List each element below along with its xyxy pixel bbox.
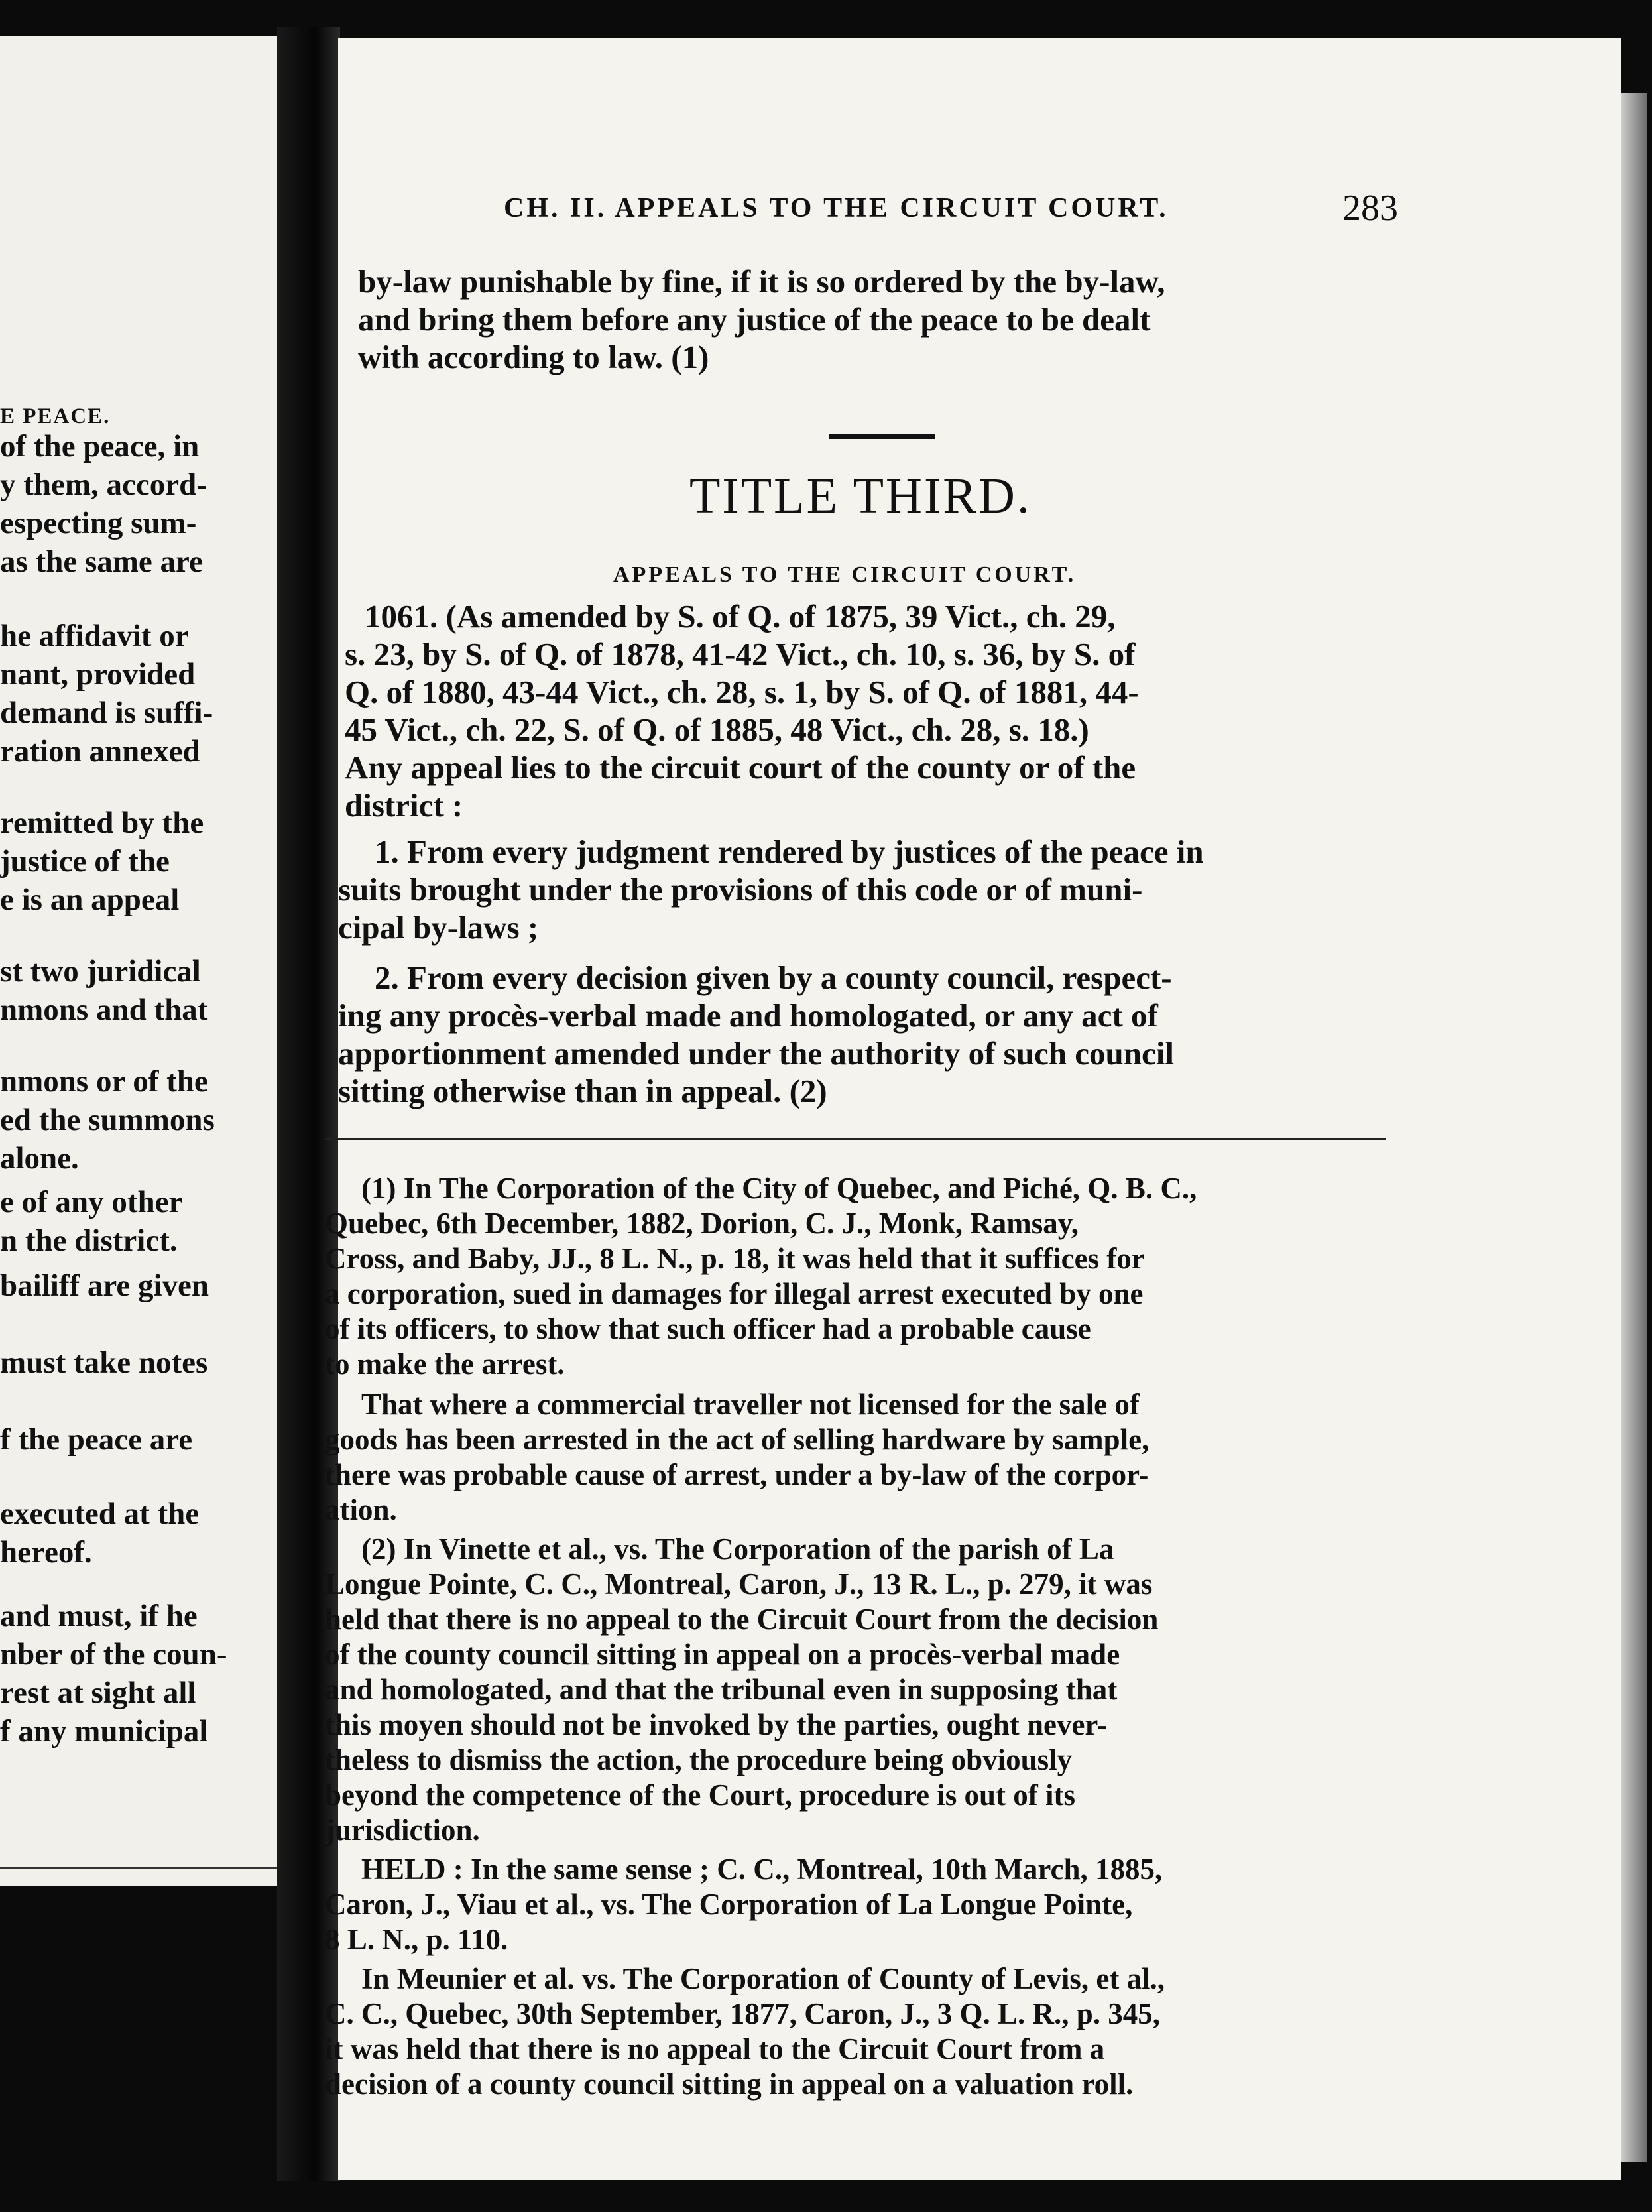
left-page-line: executed at the [0,1497,200,1531]
footnote-line: Caron, J., Viau et al., vs. The Corporation of La Longue Pointe, [325,1888,1133,1921]
footnote-line: Cross, and Baby, JJ., 8 L. N., p. 18, it was held that it suffices for [325,1242,1145,1275]
left-page-line: bailiff are given [0,1268,209,1303]
footnote-line: C. C., Quebec, 30th September, 1877, Caron, J., 3 Q. L. R., p. 345, [325,1997,1161,2030]
left-page-line: and must, if he [0,1599,198,1633]
left-page-line: demand is suffi- [0,696,213,730]
left-page-line: must take notes [0,1345,208,1380]
footnote-line: (1) In The Corporation of the City of Quebec, and Piché, Q. B. C., [361,1172,1197,1205]
footnote-line: ation. [325,1493,397,1526]
left-page-line: rest at sight all [0,1676,196,1710]
footnote-line: to make the arrest. [325,1347,565,1381]
footnote-line: of its officers, to show that such officer had a probable cause [325,1312,1091,1345]
footnote-line: (2) In Vinette et al., vs. The Corporation of the parish of La [361,1532,1114,1566]
left-page-bottom-rule [0,1867,277,1869]
left-page-line: e is an appeal [0,883,180,917]
page-number: 283 [1342,188,1398,229]
footnote-line: 8 L. N., p. 110. [325,1923,508,1956]
page-edge [1621,93,1647,2162]
left-page-line: justice of the [0,844,170,879]
footnote-line: there was probable cause of arrest, under a by-law of the corpor- [325,1458,1149,1491]
left-page-line: nber of the coun- [0,1637,227,1672]
footnote-line: and homologated, and that the tribunal even in supposing that [325,1673,1118,1706]
footnote-line: In Meunier et al. vs. The Corporation of County of Levis, et al., [361,1962,1165,1995]
footnote-line: a corporation, sued in damages for illegal arrest executed by one [325,1277,1144,1310]
running-head: CH. II. APPEALS TO THE CIRCUIT COURT. [504,193,1169,223]
article-line: 45 Vict., ch. 22, S. of Q. of 1885, 48 Vict., ch. 28, s. 18.) [345,711,1089,748]
title-rule [829,434,935,439]
left-page-line: n the district. [0,1223,178,1258]
footnote-line: decision of a county council sitting in appeal on a valuation roll. [325,2067,1134,2101]
article-paragraph-line: 2. From every decision given by a county council, respect- [375,959,1172,996]
left-page-line: as the same are [0,544,203,579]
left-page-line: nmons or of the [0,1064,208,1099]
book-gutter [277,27,340,2181]
body-line: by-law punishable by fine, if it is so ordered by the by-law, [358,263,1165,300]
left-page-line: y them, accord- [0,467,207,502]
article-line: s. 23, by S. of Q. of 1878, 41-42 Vict., ch. 10, s. 36, by S. of [345,636,1136,672]
footnote-line: Quebec, 6th December, 1882, Dorion, C. J., Monk, Ramsay, [325,1207,1079,1240]
left-page-line: he affidavit or [0,619,189,653]
footnote-line: That where a commercial traveller not licensed for the sale of [361,1388,1140,1421]
article-paragraph-line: 1. From every judgment rendered by justices of the peace in [375,833,1204,870]
title-heading: TITLE THIRD. [689,468,1032,524]
footnote-line: of the county council sitting in appeal on a procès-verbal made [325,1638,1120,1671]
left-page-heading: E PEACE. [0,404,111,428]
left-page-line: especting sum- [0,506,197,540]
footnote-line: jurisdiction. [325,1813,480,1847]
footnote-line: this moyen should not be invoked by the parties, ought never- [325,1708,1107,1741]
footnote-rule [325,1138,1386,1140]
article-paragraph-line: suits brought under the provisions of this code or of muni- [338,871,1143,908]
left-page-line: hereof. [0,1535,92,1569]
body-line: with according to law. (1) [358,339,709,375]
left-page-line: f any municipal [0,1714,208,1749]
article-paragraph-line: sitting otherwise than in appeal. (2) [338,1073,827,1109]
footnote-line: goods has been arrested in the act of selling hardware by sample, [325,1423,1150,1456]
left-page-line: st two juridical [0,954,201,989]
article-line: district : [345,787,463,824]
footnote-line: beyond the competence of the Court, procedure is out of its [325,1778,1075,1812]
left-facing-page [0,36,277,1886]
footnote-line: held that there is no appeal to the Circuit Court from the decision [325,1603,1159,1636]
left-page-line: of the peace, in [0,429,200,463]
left-page-line: f the peace are [0,1422,193,1457]
article-paragraph-line: apportionment amended under the authority of such council [338,1035,1174,1072]
left-page-line: nmons and that [0,993,208,1027]
article-paragraph-line: ing any procès-verbal made and homologated, or any act of [338,997,1158,1034]
footnote-line: Longue Pointe, C. C., Montreal, Caron, J., 13 R. L., p. 279, it was [325,1567,1153,1601]
footnote-line: HELD : In the same sense ; C. C., Montreal, 10th March, 1885, [361,1853,1163,1886]
left-page-line: ration annexed [0,734,200,768]
footnote-line: it was held that there is no appeal to the Circuit Court from a [325,2032,1105,2065]
left-page-line: alone. [0,1141,79,1176]
article-line: Q. of 1880, 43-44 Vict., ch. 28, s. 1, by S. of Q. of 1881, 44- [345,674,1139,710]
article-line: 1061. (As amended by S. of Q. of 1875, 39 Vict., ch. 29, [365,598,1116,635]
left-page-line: nant, provided [0,657,196,692]
footnote-line: theless to dismiss the action, the procedure being obviously [325,1743,1073,1776]
article-paragraph-line: cipal by-laws ; [338,909,539,946]
title-subheading: APPEALS TO THE CIRCUIT COURT. [613,562,1077,587]
left-page-line: e of any other [0,1185,183,1219]
left-page-line: remitted by the [0,806,204,840]
article-line: Any appeal lies to the circuit court of the county or of the [345,749,1136,786]
left-page-line: ed the summons [0,1103,215,1137]
body-line: and bring them before any justice of the peace to be dealt [358,301,1151,338]
